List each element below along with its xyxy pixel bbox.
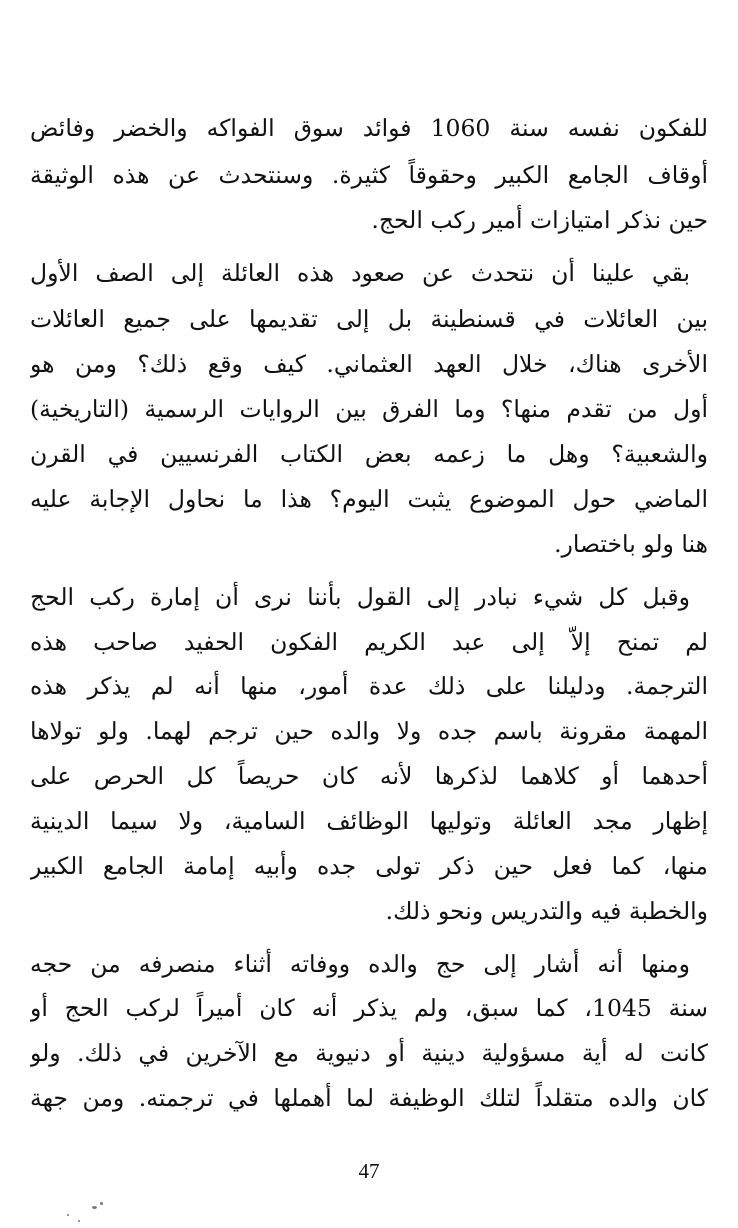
text-line: ومنها أنه أشار إلى حج والده ووفاته أثناء منصرفه من حجه: [30, 950, 690, 978]
text-line: أول من تقدم منها؟ وما الفرق بين الروايات الرسمية (التاريخية): [30, 395, 708, 423]
text-line: منها، كما فعل حين ذكر تولى جده وأبيه إمامة الجامع الكبير: [30, 852, 708, 880]
text-line: لم تمنح إلاّ إلى عبد الكريم الفكون الحفيد صاحب هذه: [30, 628, 708, 656]
text-line: حين نذكر امتيازات أمير ركب الحج.: [371, 206, 708, 234]
text-line: الماضي حول الموضوع يثبت اليوم؟ هذا ما نحاول الإجابة عليه: [30, 485, 708, 513]
scan-speck: [67, 1214, 69, 1216]
text-line: الترجمة. ودليلنا على ذلك عدة أمور، منها أنه لم يذكر هذه: [30, 672, 708, 700]
text-line: الأخرى هناك، خلال العهد العثماني. كيف وقع ذلك؟ ومن هو: [30, 350, 708, 378]
text-line: والشعبية؟ وهل ما زعمه بعض الكتاب الفرنسيين في القرن: [30, 440, 708, 468]
scan-speck: [92, 1206, 97, 1209]
text-line: كانت له أية مسؤولية دينية أو دنيوية مع الآخرين في ذلك. ولو: [30, 1039, 708, 1067]
text-line: والخطبة فيه والتدريس ونحو ذلك.: [385, 897, 708, 925]
text-line: سنة 1045، كما سبق، ولم يذكر أنه كان أميراً لركب الحج أو: [30, 994, 708, 1022]
text-line: للفكون نفسه سنة 1060 فوائد سوق الفواكه والخضر وفائض: [30, 114, 708, 142]
text-line: هنا ولو باختصار.: [554, 530, 708, 558]
text-line: كان والده متقلداً لتلك الوظيفة لما أهملها في ترجمته. ومن جهة: [30, 1084, 708, 1112]
scan-speck: [100, 1202, 103, 1205]
text-line: أحدهما أو كلاهما لذكرها لأنه كان حريصاً كل الحرص على: [30, 762, 708, 790]
text-line: وقبل كل شيء نبادر إلى القول بأننا نرى أن إمارة ركب الحج: [30, 583, 690, 611]
scan-speck: [78, 1220, 80, 1222]
text-line: أوقاف الجامع الكبير وحقوقاً كثيرة. وسنتحدث عن هذه الوثيقة: [30, 161, 708, 189]
text-line: بقي علينا أن نتحدث عن صعود هذه العائلة إلى الصف الأول: [30, 259, 690, 287]
text-line: إظهار مجد العائلة وتوليها الوظائف السامية، ولا سيما الدينية: [30, 807, 708, 835]
text-line: بين العائلات في قسنطينة بل إلى تقديمها على جميع العائلات: [30, 305, 708, 333]
text-line: المهمة مقرونة باسم جده ولا والده حين ترجم لهما. ولو تولاها: [30, 717, 708, 745]
page-number: 47: [358, 1159, 380, 1183]
